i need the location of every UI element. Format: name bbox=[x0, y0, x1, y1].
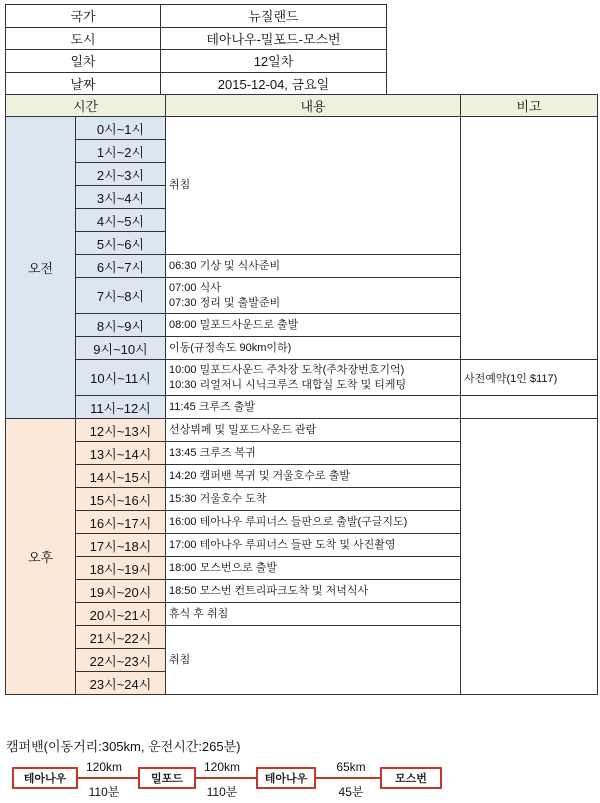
hour-cell: 23시~24시 bbox=[76, 672, 166, 695]
info-label: 도시 bbox=[6, 27, 161, 50]
leg-time: 110분 bbox=[88, 785, 120, 799]
content-line: 10:30 리얼저니 시닉크루즈 대합실 도착 및 티케팅 bbox=[169, 378, 407, 391]
hour-cell: 5시~6시 bbox=[76, 232, 166, 255]
content-cell: 13:45 크루즈 복귀 bbox=[166, 442, 461, 465]
content-cell: 취침 bbox=[166, 626, 461, 695]
content-cell: 취침 bbox=[166, 117, 461, 255]
hour-cell: 12시~13시 bbox=[76, 419, 166, 442]
route-line bbox=[196, 777, 264, 779]
leg-time: 45분 bbox=[338, 785, 364, 799]
table-row bbox=[6, 117, 598, 140]
hour-cell: 1시~2시 bbox=[76, 140, 166, 163]
content-cell: 16:00 테아나우 루피너스 들판으로 출발(구글지도) bbox=[166, 511, 461, 534]
info-row-country bbox=[6, 5, 387, 28]
hour-cell: 9시~10시 bbox=[76, 337, 166, 360]
content-cell: 17:00 테아나우 루피너스 들판 도착 및 사진촬영 bbox=[166, 534, 461, 557]
note-cell: 사전예약(1인 $117) bbox=[461, 360, 598, 396]
hour-cell: 10시~11시 bbox=[76, 360, 166, 396]
hour-cell: 0시~1시 bbox=[76, 117, 166, 140]
route-line bbox=[78, 777, 146, 779]
hour-cell: 22시~23시 bbox=[76, 649, 166, 672]
info-value: 테아나우-밀포드-모스번 bbox=[161, 27, 387, 50]
hour-cell: 2시~3시 bbox=[76, 163, 166, 186]
note-cell bbox=[461, 419, 598, 695]
info-value: 12일차 bbox=[161, 50, 387, 73]
hour-cell: 7시~8시 bbox=[76, 278, 166, 314]
route-title: 캠퍼밴(이동거리:305km, 운전시간:265분) bbox=[6, 739, 241, 754]
content-cell: 11:45 크루즈 출발 bbox=[166, 396, 461, 419]
info-label: 일차 bbox=[6, 50, 161, 73]
hour-cell: 11시~12시 bbox=[76, 396, 166, 419]
route-stop: 밀포드 bbox=[138, 767, 196, 789]
leg-distance: 120km bbox=[203, 760, 241, 774]
content-cell: 06:30 기상 및 식사준비 bbox=[166, 255, 461, 278]
schedule-table bbox=[5, 94, 598, 695]
hour-cell: 15시~16시 bbox=[76, 488, 166, 511]
info-label: 국가 bbox=[6, 5, 161, 28]
hour-cell: 21시~22시 bbox=[76, 626, 166, 649]
info-row-day bbox=[6, 50, 387, 73]
info-row-date bbox=[6, 72, 387, 95]
content-line: 07:00 식사 bbox=[169, 281, 221, 294]
table-row bbox=[6, 419, 598, 442]
note-cell bbox=[461, 117, 598, 360]
info-value: 뉴질랜드 bbox=[161, 5, 387, 28]
header-time: 시간 bbox=[6, 95, 166, 117]
leg-distance: 65km bbox=[336, 760, 366, 774]
content-cell: 14:20 캠퍼밴 복귀 및 거울호수로 출발 bbox=[166, 465, 461, 488]
period-pm: 오후 bbox=[6, 419, 76, 695]
content-line: 10:00 밀포드사운드 주차장 도착(주차장번호기억) bbox=[169, 363, 405, 376]
table-row bbox=[6, 360, 598, 396]
hour-cell: 20시~21시 bbox=[76, 603, 166, 626]
leg-time: 110분 bbox=[206, 785, 238, 799]
header-note: 비고 bbox=[461, 95, 598, 117]
hour-cell: 16시~17시 bbox=[76, 511, 166, 534]
content-line: 07:30 정리 및 출발준비 bbox=[169, 296, 281, 309]
schedule-header bbox=[6, 95, 598, 117]
content-cell: 08:00 밀포드사운드로 출발 bbox=[166, 314, 461, 337]
hour-cell: 17시~18시 bbox=[76, 534, 166, 557]
content-cell: 18:00 모스번으로 출발 bbox=[166, 557, 461, 580]
info-table bbox=[5, 4, 387, 95]
period-am: 오전 bbox=[6, 117, 76, 419]
hour-cell: 19시~20시 bbox=[76, 580, 166, 603]
route-stop: 테아나우 bbox=[12, 767, 78, 789]
hour-cell: 14시~15시 bbox=[76, 465, 166, 488]
hour-cell: 4시~5시 bbox=[76, 209, 166, 232]
hour-cell: 18시~19시 bbox=[76, 557, 166, 580]
hour-cell: 6시~7시 bbox=[76, 255, 166, 278]
content-cell: 휴식 후 취침 bbox=[166, 603, 461, 626]
hour-cell: 3시~4시 bbox=[76, 186, 166, 209]
content-cell: 이동(규정속도 90km이하) bbox=[166, 337, 461, 360]
info-label: 날짜 bbox=[6, 72, 161, 95]
content-cell: 15:30 거울호수 도착 bbox=[166, 488, 461, 511]
table-row bbox=[6, 396, 598, 419]
info-value: 2015-12-04, 금요일 bbox=[161, 72, 387, 95]
content-cell: 18:50 모스번 컨트리파크도착 및 저녁식사 bbox=[166, 580, 461, 603]
content-cell: 선상뷔페 및 밀포드사운드 관람 bbox=[166, 419, 461, 442]
hour-cell: 13시~14시 bbox=[76, 442, 166, 465]
route-line bbox=[314, 777, 380, 779]
leg-distance: 120km bbox=[85, 760, 123, 774]
content-cell bbox=[166, 360, 461, 396]
hour-cell: 8시~9시 bbox=[76, 314, 166, 337]
header-content: 내용 bbox=[166, 95, 461, 117]
info-row-city bbox=[6, 27, 387, 50]
route-stop: 모스번 bbox=[380, 767, 442, 789]
note-cell bbox=[461, 396, 598, 419]
content-cell bbox=[166, 278, 461, 314]
route-stop: 테아나우 bbox=[256, 767, 316, 789]
